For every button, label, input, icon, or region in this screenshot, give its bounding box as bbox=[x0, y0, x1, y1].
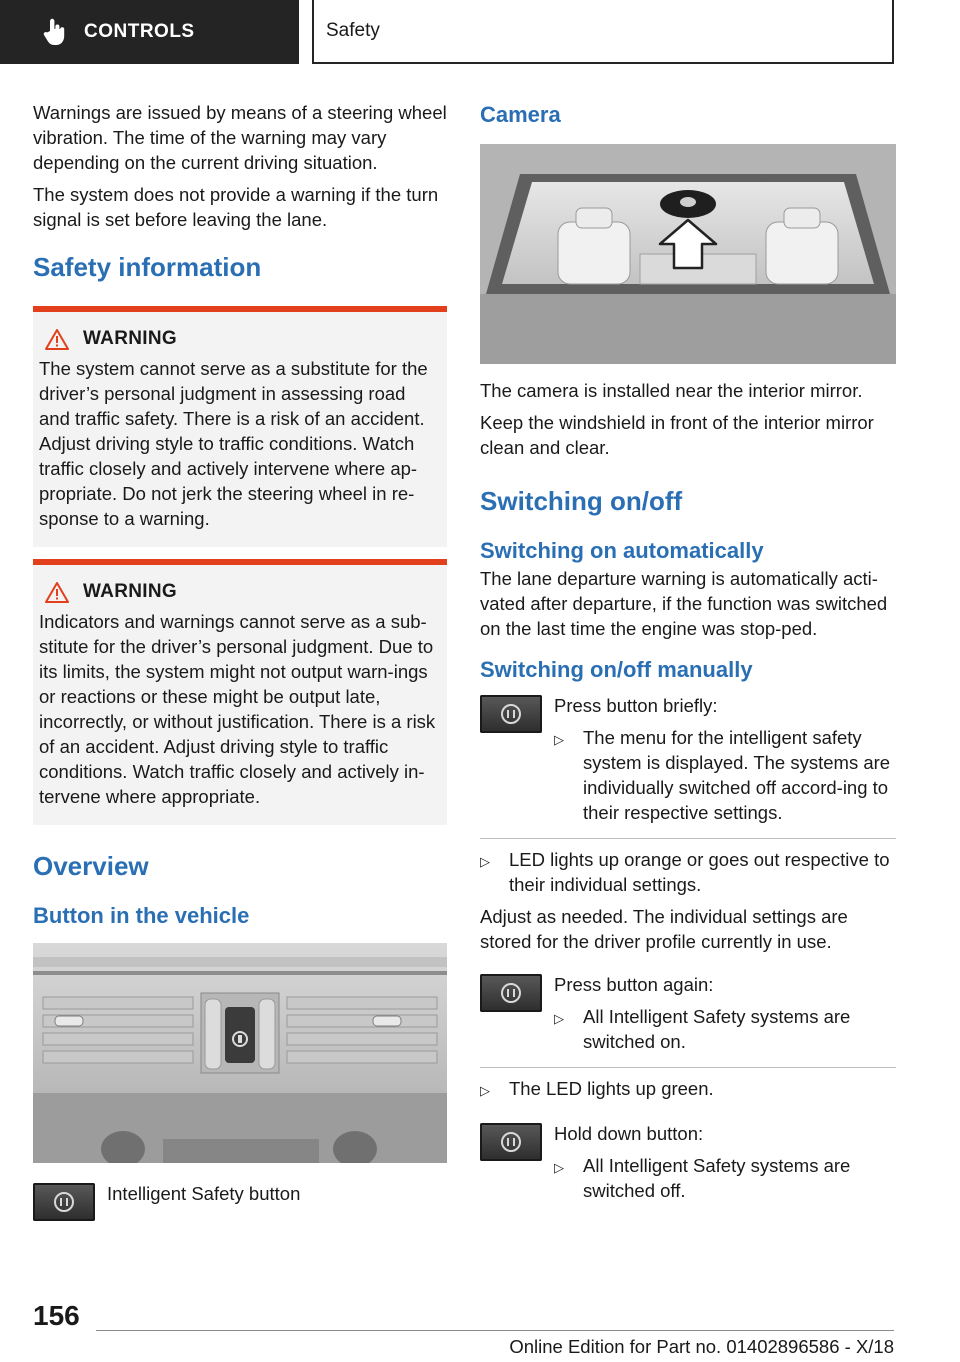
left-column bbox=[33, 100, 447, 1221]
overview-heading: Overview bbox=[33, 851, 149, 881]
list-item-text: All Intelligent Safety systems are switched on. bbox=[583, 1006, 851, 1052]
section-label: CONTROLS bbox=[84, 21, 195, 42]
warning-text: The system cannot serve as a substitute for the driver’s personal judgment in assessing road and traffic safety. There is a risk of an accident. Adjust driving style to traffic conditions. Watch traffic closely and actively intervene where ap‐propriate. Do not jerk the steering wheel in re‐sponse to a warning. bbox=[39, 358, 428, 529]
hand-pointer-icon bbox=[42, 17, 68, 47]
intelligent-safety-button-icon bbox=[480, 1123, 542, 1161]
list-item-text: All Intelligent Safety systems are switched off. bbox=[583, 1155, 851, 1201]
adjust-paragraph: Adjust as needed. The individual settings are stored for the driver profile currently in use. bbox=[480, 906, 848, 952]
warning-header bbox=[45, 328, 441, 350]
chapter-tab bbox=[312, 0, 894, 64]
list-item bbox=[480, 1076, 896, 1103]
warning-header bbox=[45, 581, 441, 603]
warning-title: WARNING bbox=[83, 581, 177, 602]
list-item bbox=[554, 1004, 896, 1054]
chapter-label: Safety bbox=[326, 20, 380, 41]
press-briefly-row bbox=[480, 693, 896, 832]
camera-location-photo bbox=[480, 144, 896, 364]
footer-rule bbox=[96, 1330, 894, 1331]
press-again-label: Press button again: bbox=[554, 974, 714, 995]
warning-box-2 bbox=[33, 559, 447, 825]
list-item-text: LED lights up orange or goes out respective to their individual settings. bbox=[509, 849, 890, 895]
bullet-marker: ▷ bbox=[554, 1011, 564, 1026]
intro-paragraph: Warnings are issued by means of a steering wheel vibration. The time of the warning may vary depending on the current driving situation. bbox=[33, 102, 447, 173]
warning-triangle-icon bbox=[45, 581, 69, 603]
edition-note: Online Edition for Part no. 01402896586 - X/18 bbox=[509, 1336, 894, 1357]
safety-information-heading: Safety information bbox=[33, 252, 262, 282]
right-column bbox=[480, 100, 896, 1210]
warning-text: Indicators and warnings cannot serve as a sub‐stitute for the driver’s personal judgment. Due to its limits, the system might not output warn‐ings or reactions or these might be output late, incorrectly, or without justification. There is a risk of an accident. Adjust driving style to traffic conditions. Watch traffic closely and actively in‐tervene where appropriate. bbox=[39, 611, 436, 807]
list-item bbox=[554, 725, 896, 825]
camera-heading: Camera bbox=[480, 102, 561, 127]
list-item bbox=[554, 1153, 896, 1203]
divider bbox=[480, 838, 896, 839]
bullet-marker: ▷ bbox=[480, 854, 490, 869]
intelligent-safety-button-icon bbox=[480, 695, 542, 733]
camera-paragraph: The camera is installed near the interior mirror. bbox=[480, 380, 863, 401]
auto-paragraph: The lane departure warning is automatically acti‐vated after departure, if the function was switched on the last time the engine was stop‐ped. bbox=[480, 568, 888, 639]
divider bbox=[480, 1067, 896, 1068]
hold-down-row bbox=[480, 1121, 896, 1210]
section-tab bbox=[0, 0, 299, 64]
intro-paragraph-2: The system does not provide a warning if the turn signal is set before leaving the lane. bbox=[33, 184, 439, 230]
warning-title: WARNING bbox=[83, 328, 177, 349]
list-item-text: The menu for the intelligent safety system is displayed. The systems are individually switched off accord‐ing to their respective settings. bbox=[583, 727, 891, 823]
list-item bbox=[480, 847, 896, 897]
page-number: 156 bbox=[33, 1300, 80, 1331]
bullet-marker: ▷ bbox=[554, 1160, 564, 1175]
press-briefly-label: Press button briefly: bbox=[554, 695, 718, 716]
switching-manual-heading: Switching on/off manually bbox=[480, 657, 753, 682]
warning-box-1 bbox=[33, 306, 447, 547]
switching-heading: Switching on/off bbox=[480, 486, 683, 516]
button-in-vehicle-heading: Button in the vehicle bbox=[33, 903, 250, 928]
intelligent-safety-button-icon bbox=[480, 974, 542, 1012]
warning-triangle-icon bbox=[45, 328, 69, 350]
switching-auto-heading: Switching on automatically bbox=[480, 538, 764, 563]
camera-paragraph-2: Keep the windshield in front of the interior mirror clean and clear. bbox=[480, 412, 874, 458]
bullet-marker: ▷ bbox=[554, 732, 564, 747]
press-again-row bbox=[480, 972, 896, 1061]
dashboard-button-photo bbox=[33, 943, 447, 1163]
list-item-text: The LED lights up green. bbox=[509, 1078, 714, 1099]
intelligent-safety-button-icon bbox=[33, 1183, 95, 1221]
hold-down-label: Hold down button: bbox=[554, 1123, 704, 1144]
button-caption: Intelligent Safety button bbox=[107, 1183, 301, 1204]
button-caption-row bbox=[33, 1181, 447, 1221]
bullet-marker: ▷ bbox=[480, 1083, 490, 1098]
